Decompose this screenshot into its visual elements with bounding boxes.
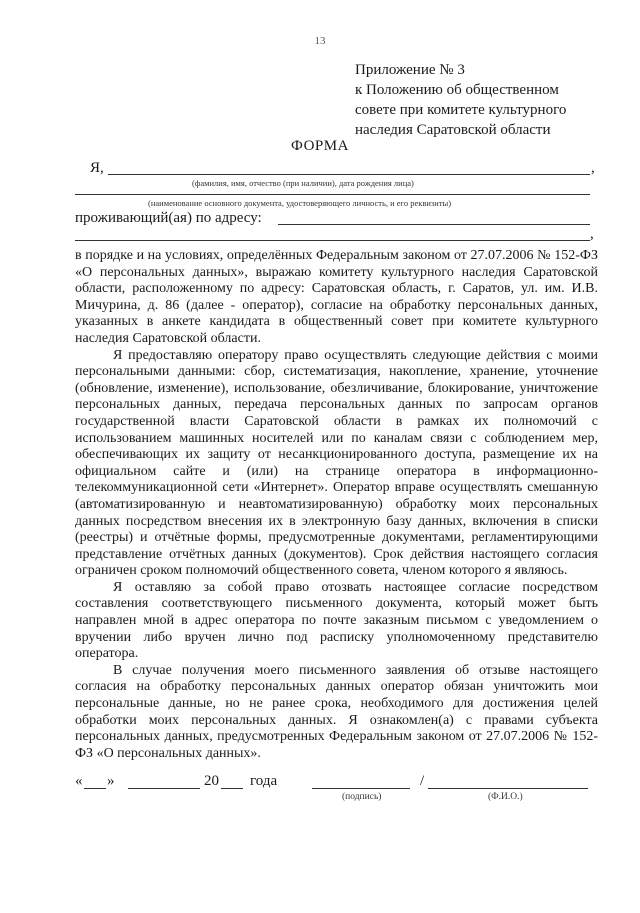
page-number: 13 — [314, 35, 326, 47]
appendix-line-1: Приложение № 3 — [355, 62, 465, 78]
address-input-line-1[interactable] — [278, 224, 590, 225]
appendix-line-4: наследия Саратовской области — [355, 122, 551, 138]
address-input-line-2[interactable] — [75, 240, 590, 241]
signature-input-line[interactable] — [312, 788, 410, 789]
fio-caption: (фамилия, имя, отчество (при наличии), дата рождения лица) — [192, 178, 414, 188]
fio-signature-caption: (Ф.И.О.) — [488, 792, 523, 802]
ya-label: Я, — [90, 160, 104, 176]
year-input-line[interactable] — [221, 788, 243, 789]
day-input-line[interactable] — [84, 788, 106, 789]
month-input-line[interactable] — [128, 788, 200, 789]
fio-signature-input-line[interactable] — [428, 788, 588, 789]
year-prefix: 20 — [204, 773, 219, 789]
consent-paragraph-3: Я оставляю за собой право отозвать настоящее согласие посредством составления соответствующего письменного документа, который может быть направлен мной в адрес оператора по почте заказным письмом с уведомлением о вручении либо вручен лично под расписку уполномоченному представителю оператора. — [75, 579, 598, 662]
consent-paragraph-2: Я предоставляю оператору право осуществлять следующие действия с моими персональными данными: сбор, систематизация, накопление, хранение, уточнение (обновление, изменение), использование, обезличивание, блокирование, уничтожение персональных данных, передача персональных данных по запросам органов государственной власти Саратовской области в рамках их полномочий с использованием машинных носителей или по каналам связи с соблюдением мер, обеспечивающих их защиту от несанкционированного доступа, размещение их на официальном сайте и (или) на странице оператора в информационно-телекоммуникационной сети «Интернет». Оператор вправе осуществлять смешанную (автоматизированную и неавтоматизированную) обработку моих персональных данных посредством внесения их в электронную базу данных, включения в списки (реестры) и отчётные формы, предусмотренные документами, регламентирующими представление отчётных данных (документов). Срок действия настоящего согласия ограничен сроком полномочий общественного совета, членом которого я являюсь. — [75, 347, 598, 579]
consent-body — [75, 248, 598, 762]
document-input-line[interactable] — [75, 194, 590, 195]
fio-comma: , — [591, 160, 595, 176]
fio-input-line[interactable] — [108, 174, 590, 175]
appendix-line-2: к Положению об общественном — [355, 82, 559, 98]
address-label: проживающий(ая) по адресу: — [75, 210, 262, 226]
consent-paragraph-1: в порядке и на условиях, определённых Федеральным законом от 27.07.2006 № 152-ФЗ «О персональных данных», выражаю комитету культурного наследия Саратовской области, расположенному по адресу: Саратовская область, г. Саратов, ул. им. И.В. Мичурина, д. 86 (далее - оператор), согласие на обработку персональных данных, указанных в анкете кандидата в общественный совет при комитете культурного наследия Саратовской области. — [75, 248, 598, 346]
date-close-quote: » — [107, 773, 115, 789]
address-comma: , — [590, 226, 594, 242]
signature-caption: (подпись) — [342, 792, 382, 802]
consent-paragraph-4: В случае получения моего письменного заявления об отзыве настоящего согласия на обработку персональных данных оператор обязан уничтожить мои персональные данные, но не ранее срока, необходимого для достижения целей обработки моих персональных данных. Я ознакомлен(а) с правами субъекта персональных данных, предусмотренных Федеральным законом от 27.07.2006 № 152-ФЗ «О персональных данных». — [75, 662, 598, 761]
year-suffix: года — [250, 773, 278, 789]
signature-slash: / — [420, 773, 425, 789]
form-title: ФОРМА — [291, 138, 349, 154]
document-caption: (наименование основного документа, удостоверяющего личность, и его реквизиты) — [148, 198, 452, 208]
date-open-quote: « — [75, 773, 83, 789]
appendix-line-3: совете при комитете культурного — [355, 102, 567, 118]
